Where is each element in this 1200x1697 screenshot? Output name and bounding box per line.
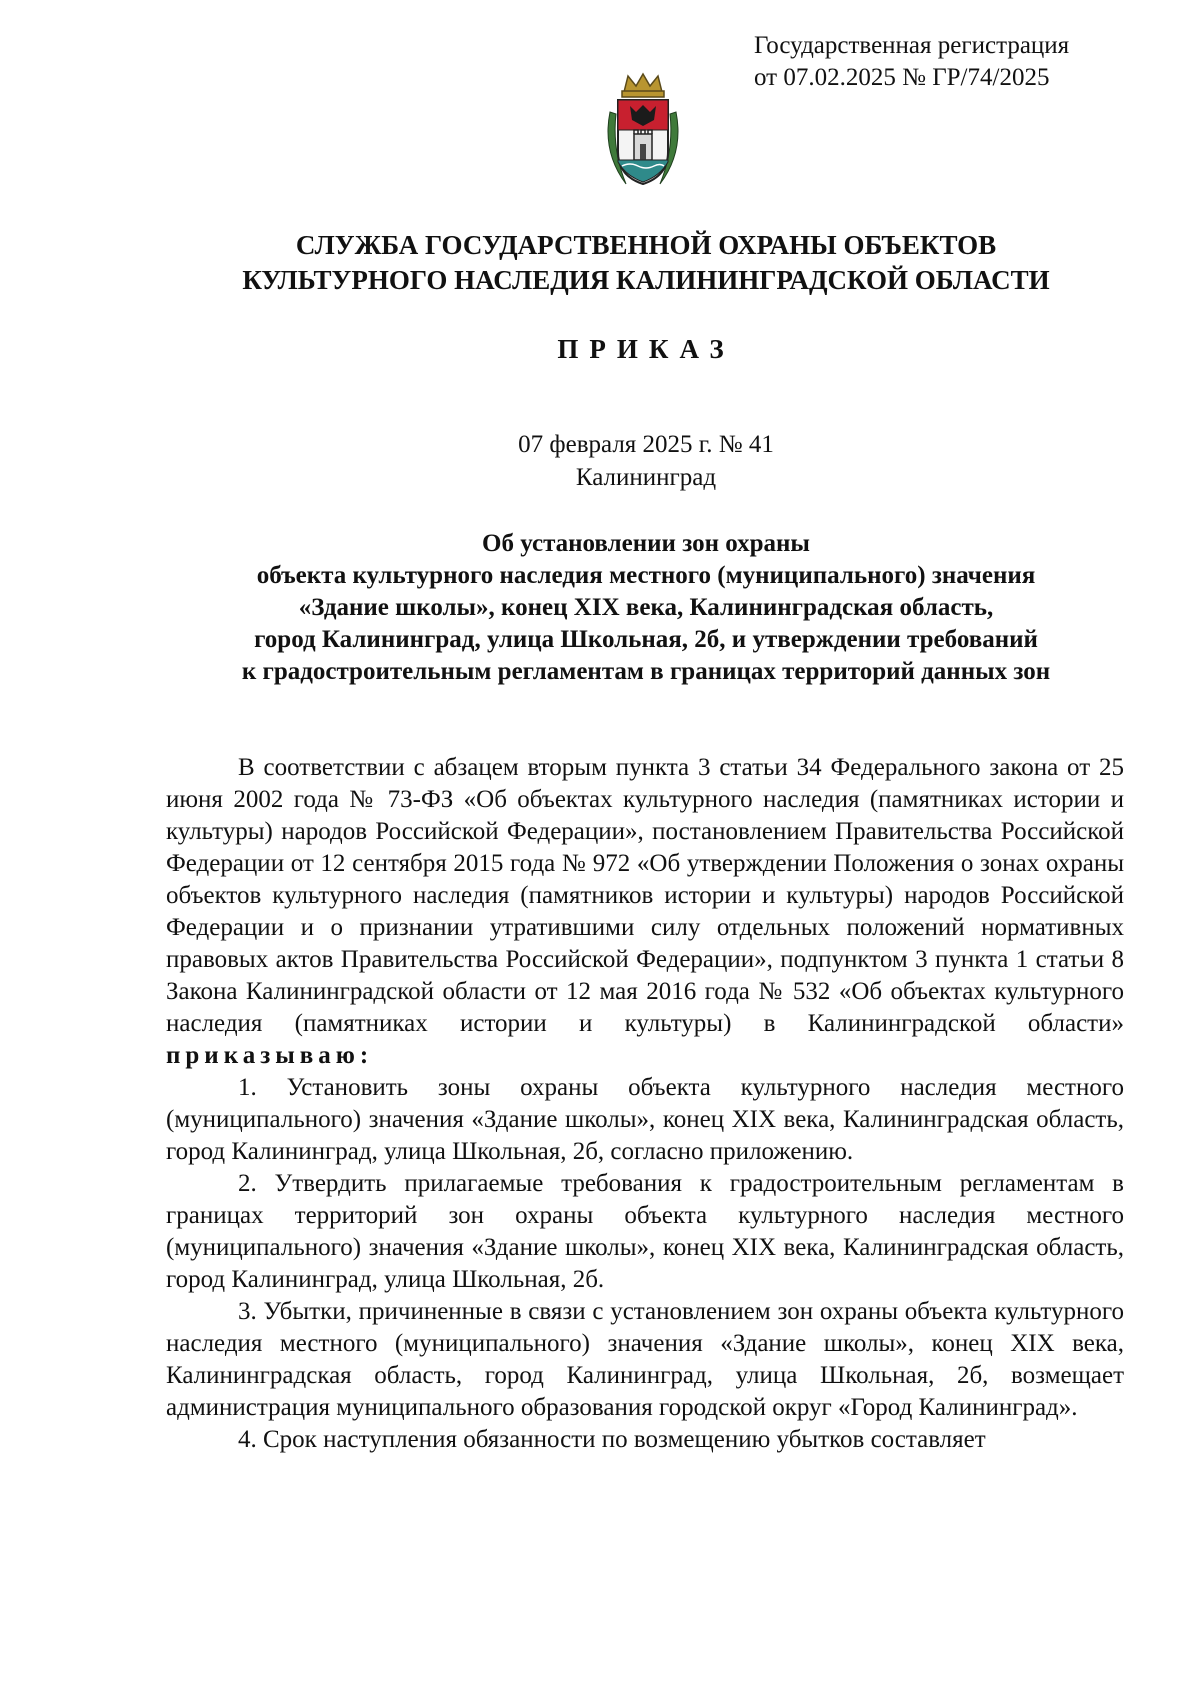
subject-line-4: город Калининград, улица Школьная, 2б, и утверждении требований — [254, 626, 1038, 653]
kaliningrad-coat-of-arms-icon — [600, 72, 686, 192]
order-item: 4. Срок наступления обязанности по возмещению убытков составляет — [238, 1426, 986, 1453]
state-registration-stamp — [754, 30, 1069, 94]
order-word: приказываю: — [166, 1042, 374, 1069]
agency-name-line-2: КУЛЬТУРНОГО НАСЛЕДИЯ КАЛИНИНГРАДСКОЙ ОБЛАСТИ — [242, 265, 1050, 295]
subject-line-2: объекта культурного наследия местного (муниципального) значения — [256, 562, 1036, 589]
agency-name — [0, 228, 1200, 298]
order-item: 3. Убытки, причиненные в связи с установлением зон охраны объекта культурного наследия местного (муниципального) значения «Здание школы», конец XIX века, Калининградская область, город Калининград, улица Школьная, 2б, возмещает администрация муниципального образования городской округ «Город Калининград». — [166, 1298, 1124, 1421]
order-item: 1. Установить зоны охраны объекта культурного наследия местного (муниципального) значения «Здание школы», конец XIX века, Калининградская область, город Калининград, улица Школьная, 2б, согласно приложению. — [166, 1074, 1124, 1165]
date-and-place — [0, 428, 1200, 494]
order-date-number: 07 февраля 2025 г. № 41 — [518, 431, 774, 458]
subject-line-5: к градостроительным регламентам в границах территорий данных зон — [241, 658, 1051, 685]
registration-line-1: Государственная регистрация — [754, 32, 1070, 59]
preamble-text: В соответствии с абзацем вторым пункта 3 статьи 34 Федерального закона от 25 июня 2002 года № 73-ФЗ «Об объектах культурного наследия (памятниках истории и культуры) народов Российской Федерации», постановлением Правительства Российской Федерации от 12 сентября 2015 года № 972 «Об утверждении Положения о зонах охраны объектов культурного наследия (памятников истории и культуры) народов Российской Федерации и о признании утратившими силу отдельных положений нормативных правовых актов Правительства Российской Федерации», подпунктом 3 пункта 1 статьи 8 Закона Калининградской области от 12 мая 2016 года № 532 «Об объектах культурного наследия (памятниках истории и культуры) в Калининградской области» — [166, 754, 1124, 1037]
order-body — [166, 752, 1124, 1456]
order-item: 2. Утвердить прилагаемые требования к градостроительным регламентам в границах территорий зон охраны объекта культурного наследия местного (муниципального) значения «Здание школы», конец XIX века, Калининградская область, город Калининград, улица Школьная, 2б. — [166, 1170, 1124, 1293]
order-subject — [0, 528, 1200, 688]
document-type: ПРИКАЗ — [557, 334, 735, 364]
subject-line-3: «Здание школы», конец XIX века, Калининградская область, — [298, 594, 994, 621]
registration-line-2: от 07.02.2025 № ГР/74/2025 — [754, 64, 1050, 91]
agency-name-line-1: СЛУЖБА ГОСУДАРСТВЕННОЙ ОХРАНЫ ОБЪЕКТОВ — [295, 230, 997, 260]
subject-line-1: Об установлении зон охраны — [482, 530, 810, 557]
order-city: Калининград — [575, 464, 717, 491]
preamble-paragraph — [166, 752, 1124, 1072]
